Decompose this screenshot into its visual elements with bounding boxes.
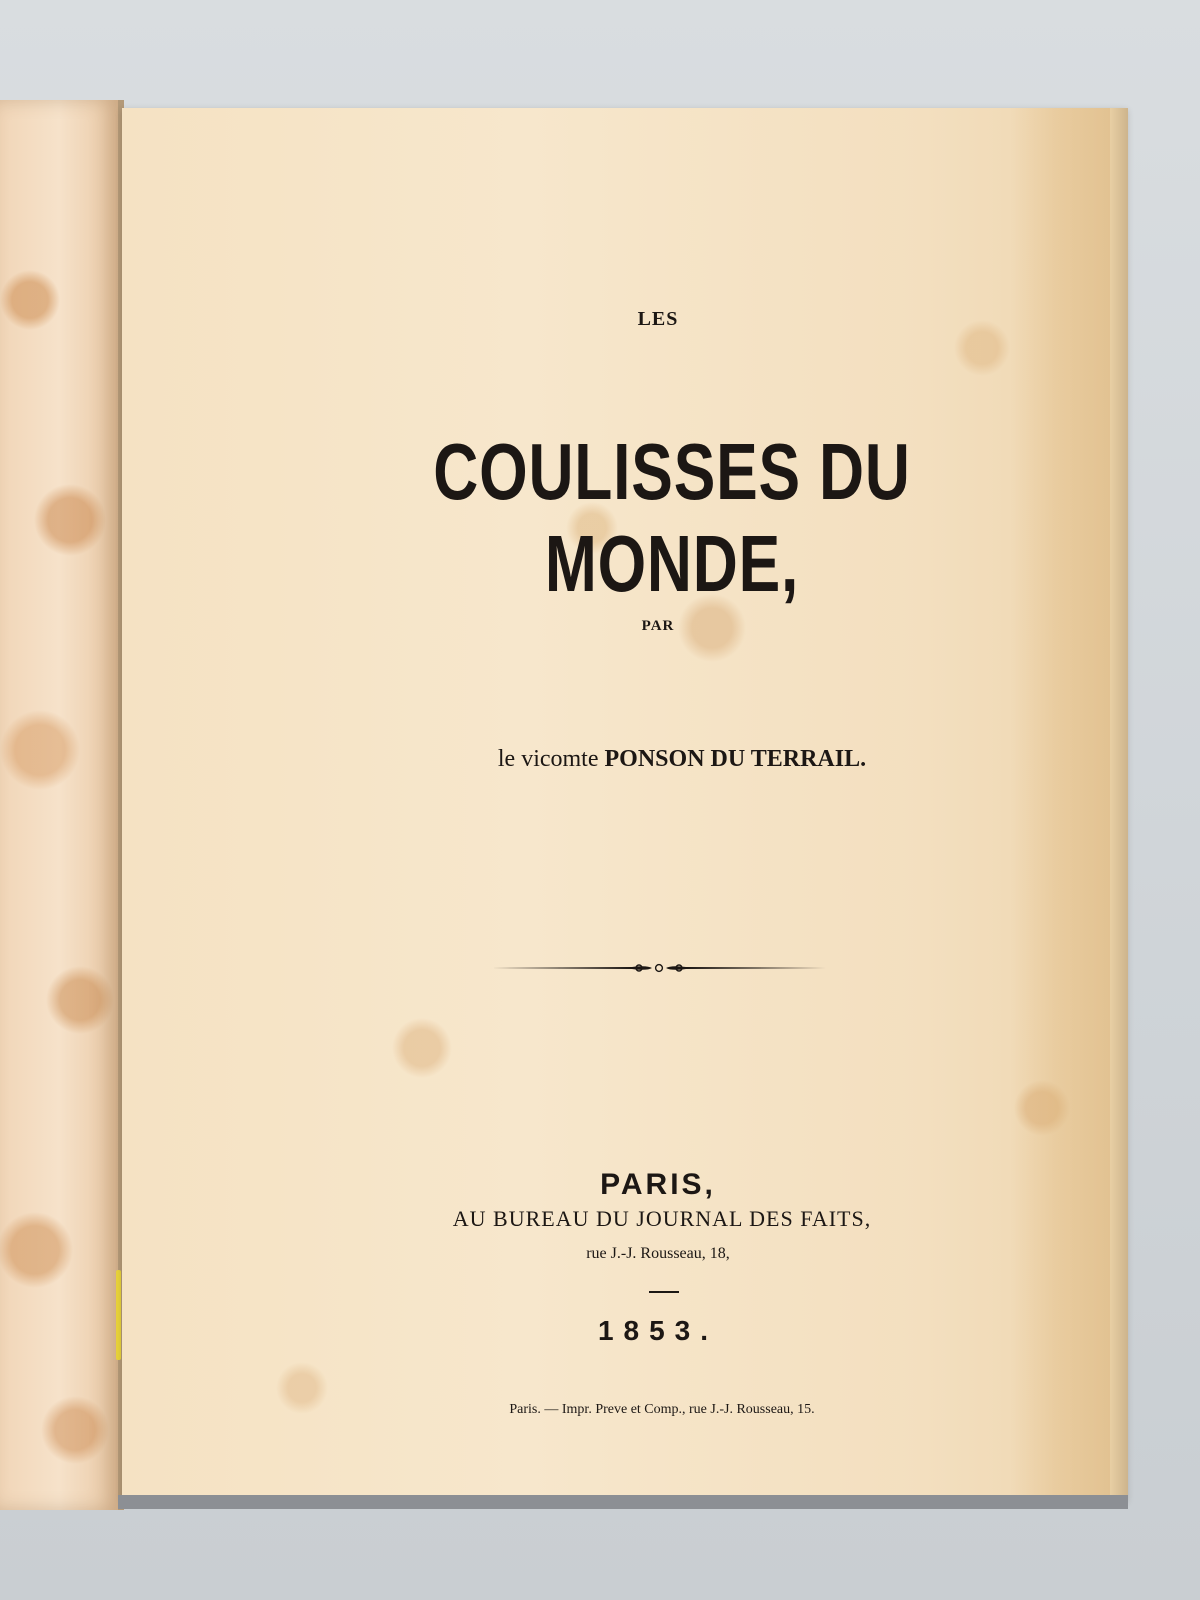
author-prefix: le vicomte xyxy=(497,746,599,772)
left-endpaper xyxy=(0,100,118,1510)
cover-bottom-edge xyxy=(118,1495,1128,1509)
author-line xyxy=(422,746,942,773)
page-edges xyxy=(1110,108,1128,1500)
title-page xyxy=(122,108,1127,1500)
publication-city: PARIS, xyxy=(600,1168,716,1201)
printer-imprint: Paris. — Impr. Preve et Comp., rue J.-J. Rousseau, 15. xyxy=(509,1402,815,1417)
publication-year: 1853. xyxy=(597,1315,719,1346)
binding-thread xyxy=(116,1270,121,1360)
ornamental-rule xyxy=(492,960,826,976)
by-line: PAR xyxy=(641,618,675,634)
publisher-address: rue J.-J. Rousseau, 18, xyxy=(586,1245,730,1262)
book-title: COULISSES DU MONDE, xyxy=(433,427,911,608)
author-name: PONSON DU TERRAIL. xyxy=(604,746,867,772)
publisher: AU BUREAU DU JOURNAL DES FAITS, xyxy=(452,1206,872,1231)
title-article: LES xyxy=(637,308,679,330)
short-rule xyxy=(649,1291,679,1293)
